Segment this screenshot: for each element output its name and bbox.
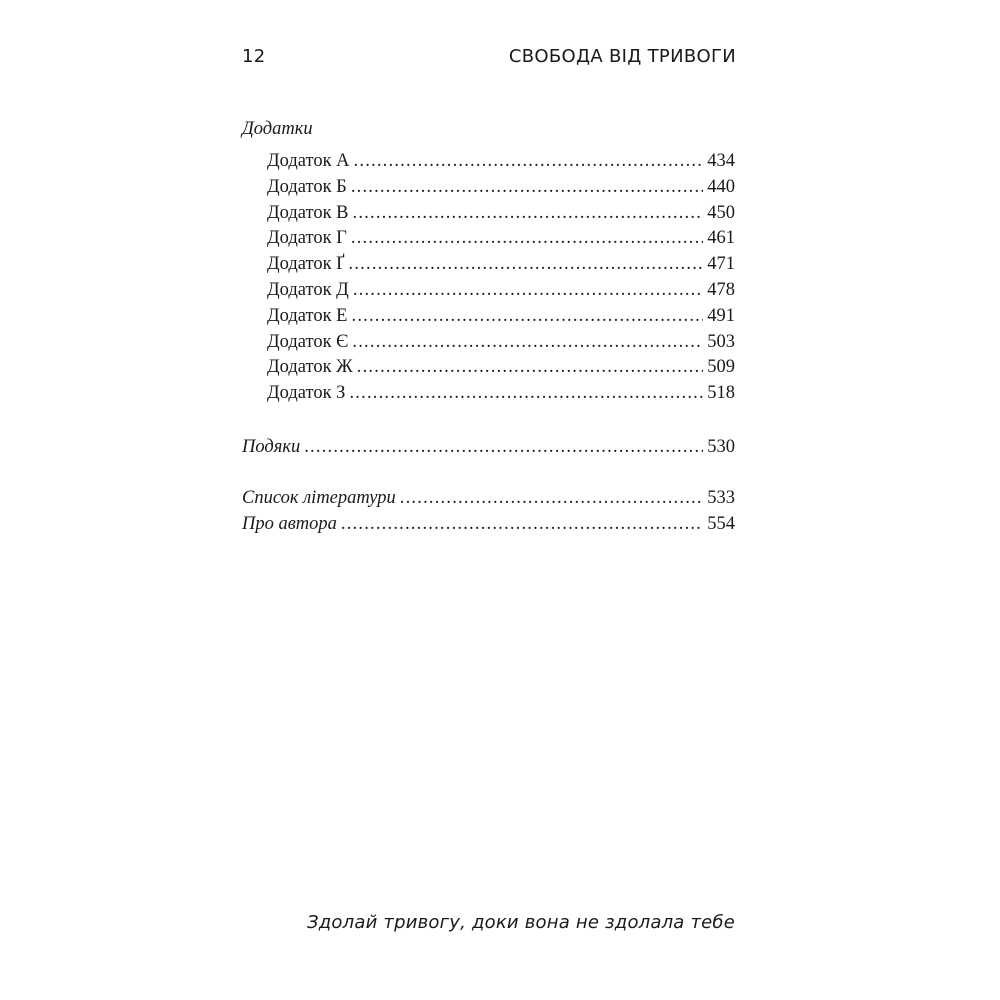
toc-entry-label: Про автора <box>242 513 337 534</box>
dot-leader <box>352 304 704 330</box>
toc-entry-appendix-zh <box>267 355 735 381</box>
footer-tagline: Здолай тривогу, доки вона не здолала тебе <box>307 912 735 933</box>
toc-entry-label: Список літератури <box>242 487 396 508</box>
toc-entry-label: Подяки <box>242 436 301 457</box>
toc-entry-page: 434 <box>707 151 735 171</box>
toc-entry-label: Додаток А <box>267 151 350 171</box>
toc-entry-label: Додаток В <box>267 202 349 223</box>
running-head <box>242 46 736 76</box>
toc-entry-references <box>242 486 735 512</box>
dot-leader <box>341 512 703 538</box>
toc-entry-page: 491 <box>707 305 735 326</box>
toc-entry-appendix-z <box>267 381 735 407</box>
toc-entry-appendix-h <box>267 226 735 252</box>
toc-entry-page: 478 <box>707 279 735 300</box>
dot-leader <box>351 175 703 201</box>
toc-entry-page: 554 <box>707 513 735 534</box>
dot-leader <box>351 226 703 252</box>
page-number: 12 <box>242 46 266 67</box>
toc-entry-page: 471 <box>707 254 735 275</box>
dot-leader <box>304 435 703 461</box>
toc-entry-acknowledgements <box>242 435 735 461</box>
toc-entry-label: Додаток Е <box>267 305 348 326</box>
toc-entry-page: 503 <box>707 331 735 352</box>
dot-leader <box>352 330 703 356</box>
toc-entry-page: 450 <box>707 202 735 223</box>
dot-leader <box>357 355 703 381</box>
book-title: СВОБОДА ВІД ТРИВОГИ <box>508 46 736 67</box>
toc-entry-page: 533 <box>707 487 735 508</box>
toc-entry-label: Додаток З <box>267 383 346 404</box>
toc-entry-appendix-d <box>267 278 735 304</box>
toc-entry-appendix-b <box>267 175 735 201</box>
dot-leader <box>400 486 703 512</box>
appendices-list <box>242 149 735 407</box>
toc-entry-page: 518 <box>707 383 735 404</box>
dot-leader <box>353 278 703 304</box>
toc-entry-label: Додаток Б <box>267 176 347 197</box>
toc-entry-label: Додаток Д <box>267 279 349 300</box>
toc-entry-page: 530 <box>707 436 735 457</box>
toc-entry-appendix-e <box>267 304 735 330</box>
toc-entry-appendix-g <box>267 252 735 278</box>
toc-entry-page: 509 <box>707 357 735 378</box>
appendices-heading: Додатки <box>242 119 313 139</box>
dot-leader <box>354 149 704 175</box>
toc-entry-label: Додаток Ж <box>267 357 353 378</box>
dot-leader <box>349 252 704 278</box>
toc-entry-about-author <box>242 512 735 538</box>
dot-leader <box>353 201 704 227</box>
toc-entry-label: Додаток Г <box>267 228 347 249</box>
table-of-contents <box>242 115 735 537</box>
section-spacer <box>242 461 735 486</box>
dot-leader <box>349 381 703 407</box>
toc-entry-page: 461 <box>707 228 735 249</box>
toc-entry-appendix-a <box>267 149 735 175</box>
toc-entry-page: 440 <box>707 176 735 197</box>
toc-entry-label: Додаток Ґ <box>267 254 345 275</box>
toc-entry-label: Додаток Є <box>267 331 349 352</box>
toc-entry-appendix-ye <box>267 330 735 356</box>
toc-entry-appendix-v <box>267 201 735 227</box>
section-spacer <box>242 407 735 435</box>
